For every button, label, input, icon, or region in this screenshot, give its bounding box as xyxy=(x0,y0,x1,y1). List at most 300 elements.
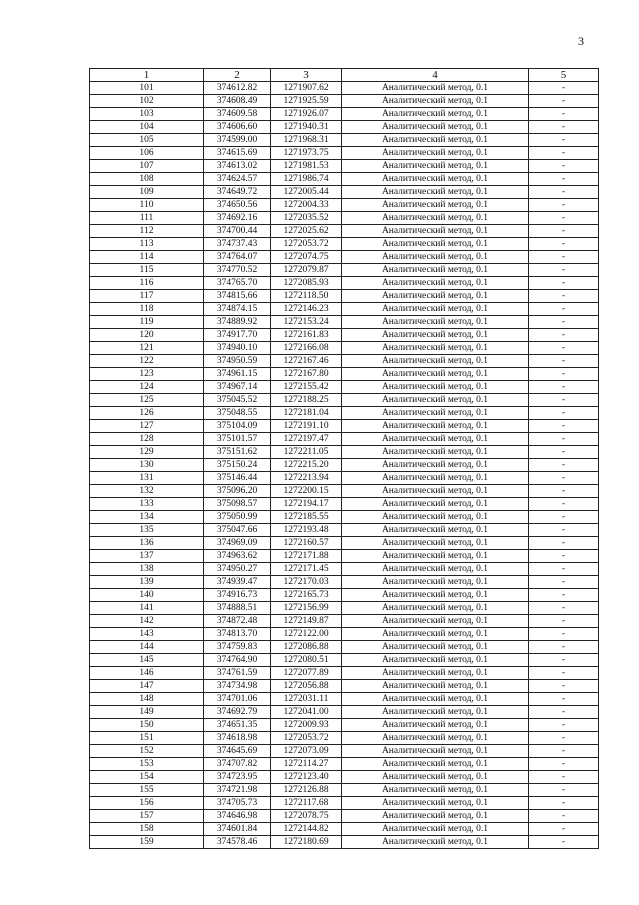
method-cell: Аналитический метод, 0.1 xyxy=(342,498,529,511)
point-number-cell: 142 xyxy=(90,615,204,628)
y-coordinate-cell: 1272126.88 xyxy=(271,784,342,797)
x-coordinate-cell: 374692.16 xyxy=(204,212,271,225)
table-row xyxy=(90,810,599,823)
point-number-cell: 141 xyxy=(90,602,204,615)
y-coordinate-cell: 1272146.23 xyxy=(271,303,342,316)
method-cell: Аналитический метод, 0.1 xyxy=(342,732,529,745)
point-number-cell: 132 xyxy=(90,485,204,498)
note-cell: - xyxy=(529,160,599,173)
note-cell: - xyxy=(529,108,599,121)
method-cell: Аналитический метод, 0.1 xyxy=(342,225,529,238)
point-number-cell: 135 xyxy=(90,524,204,537)
header-row xyxy=(90,69,599,82)
table-row xyxy=(90,797,599,810)
method-cell: Аналитический метод, 0.1 xyxy=(342,719,529,732)
note-cell: - xyxy=(529,719,599,732)
y-coordinate-cell: 1272167.80 xyxy=(271,368,342,381)
y-coordinate-cell: 1272149.87 xyxy=(271,615,342,628)
method-cell: Аналитический метод, 0.1 xyxy=(342,836,529,849)
table-row xyxy=(90,173,599,186)
point-number-cell: 115 xyxy=(90,264,204,277)
note-cell: - xyxy=(529,693,599,706)
y-coordinate-cell: 1272153.24 xyxy=(271,316,342,329)
note-cell: - xyxy=(529,706,599,719)
y-coordinate-cell: 1272213.94 xyxy=(271,472,342,485)
table-row xyxy=(90,836,599,849)
note-cell: - xyxy=(529,121,599,134)
table-row xyxy=(90,134,599,147)
note-cell: - xyxy=(529,277,599,290)
point-number-cell: 130 xyxy=(90,459,204,472)
note-cell: - xyxy=(529,810,599,823)
x-coordinate-cell: 375048.55 xyxy=(204,407,271,420)
table-row xyxy=(90,472,599,485)
note-cell: - xyxy=(529,472,599,485)
point-number-cell: 139 xyxy=(90,576,204,589)
point-number-cell: 102 xyxy=(90,95,204,108)
method-cell: Аналитический метод, 0.1 xyxy=(342,121,529,134)
table-row xyxy=(90,550,599,563)
note-cell: - xyxy=(529,576,599,589)
x-coordinate-cell: 374815.66 xyxy=(204,290,271,303)
x-coordinate-cell: 374721.98 xyxy=(204,784,271,797)
method-cell: Аналитический метод, 0.1 xyxy=(342,381,529,394)
point-number-cell: 103 xyxy=(90,108,204,121)
y-coordinate-cell: 1272188.25 xyxy=(271,394,342,407)
table-row xyxy=(90,199,599,212)
method-cell: Аналитический метод, 0.1 xyxy=(342,355,529,368)
table-row xyxy=(90,628,599,641)
method-cell: Аналитический метод, 0.1 xyxy=(342,108,529,121)
method-cell: Аналитический метод, 0.1 xyxy=(342,147,529,160)
x-coordinate-cell: 374618.98 xyxy=(204,732,271,745)
method-cell: Аналитический метод, 0.1 xyxy=(342,472,529,485)
table-row xyxy=(90,277,599,290)
method-cell: Аналитический метод, 0.1 xyxy=(342,602,529,615)
x-coordinate-cell: 374950.27 xyxy=(204,563,271,576)
point-number-cell: 149 xyxy=(90,706,204,719)
x-coordinate-cell: 374940.10 xyxy=(204,342,271,355)
x-coordinate-cell: 374707.82 xyxy=(204,758,271,771)
y-coordinate-cell: 1271907.62 xyxy=(271,82,342,95)
y-coordinate-cell: 1272079.87 xyxy=(271,264,342,277)
note-cell: - xyxy=(529,316,599,329)
note-cell: - xyxy=(529,82,599,95)
note-cell: - xyxy=(529,329,599,342)
point-number-cell: 122 xyxy=(90,355,204,368)
y-coordinate-cell: 1272080.51 xyxy=(271,654,342,667)
method-cell: Аналитический метод, 0.1 xyxy=(342,238,529,251)
point-number-cell: 152 xyxy=(90,745,204,758)
method-cell: Аналитический метод, 0.1 xyxy=(342,459,529,472)
x-coordinate-cell: 374578.46 xyxy=(204,836,271,849)
y-coordinate-cell: 1272122.00 xyxy=(271,628,342,641)
x-coordinate-cell: 375101.57 xyxy=(204,433,271,446)
y-coordinate-cell: 1272200.15 xyxy=(271,485,342,498)
table-row xyxy=(90,82,599,95)
point-number-cell: 150 xyxy=(90,719,204,732)
method-cell: Аналитический метод, 0.1 xyxy=(342,212,529,225)
table-row xyxy=(90,433,599,446)
table-row xyxy=(90,706,599,719)
y-coordinate-cell: 1272191.10 xyxy=(271,420,342,433)
method-cell: Аналитический метод, 0.1 xyxy=(342,667,529,680)
y-coordinate-cell: 1272160.57 xyxy=(271,537,342,550)
point-number-cell: 106 xyxy=(90,147,204,160)
y-coordinate-cell: 1272156.99 xyxy=(271,602,342,615)
method-cell: Аналитический метод, 0.1 xyxy=(342,576,529,589)
x-coordinate-cell: 374734.98 xyxy=(204,680,271,693)
table-row xyxy=(90,95,599,108)
point-number-cell: 148 xyxy=(90,693,204,706)
note-cell: - xyxy=(529,680,599,693)
x-coordinate-cell: 374950.59 xyxy=(204,355,271,368)
method-cell: Аналитический метод, 0.1 xyxy=(342,160,529,173)
y-coordinate-cell: 1272211.05 xyxy=(271,446,342,459)
method-cell: Аналитический метод, 0.1 xyxy=(342,628,529,641)
point-number-cell: 108 xyxy=(90,173,204,186)
x-coordinate-cell: 374872.48 xyxy=(204,615,271,628)
point-number-cell: 140 xyxy=(90,589,204,602)
method-cell: Аналитический метод, 0.1 xyxy=(342,82,529,95)
point-number-cell: 146 xyxy=(90,667,204,680)
y-coordinate-cell: 1272117.68 xyxy=(271,797,342,810)
note-cell: - xyxy=(529,264,599,277)
x-coordinate-cell: 374765.70 xyxy=(204,277,271,290)
table-row xyxy=(90,355,599,368)
x-coordinate-cell: 374700.44 xyxy=(204,225,271,238)
point-number-cell: 154 xyxy=(90,771,204,784)
point-number-cell: 114 xyxy=(90,251,204,264)
x-coordinate-cell: 375150.24 xyxy=(204,459,271,472)
table-row xyxy=(90,238,599,251)
method-cell: Аналитический метод, 0.1 xyxy=(342,420,529,433)
x-coordinate-cell: 374609.58 xyxy=(204,108,271,121)
note-cell: - xyxy=(529,173,599,186)
method-cell: Аналитический метод, 0.1 xyxy=(342,784,529,797)
point-number-cell: 107 xyxy=(90,160,204,173)
y-coordinate-cell: 1272073.09 xyxy=(271,745,342,758)
method-cell: Аналитический метод, 0.1 xyxy=(342,342,529,355)
point-number-cell: 133 xyxy=(90,498,204,511)
point-number-cell: 113 xyxy=(90,238,204,251)
point-number-cell: 143 xyxy=(90,628,204,641)
table-row xyxy=(90,225,599,238)
point-number-cell: 127 xyxy=(90,420,204,433)
method-cell: Аналитический метод, 0.1 xyxy=(342,316,529,329)
header-col-5: 5 xyxy=(529,69,599,82)
note-cell: - xyxy=(529,303,599,316)
x-coordinate-cell: 374615.69 xyxy=(204,147,271,160)
point-number-cell: 123 xyxy=(90,368,204,381)
method-cell: Аналитический метод, 0.1 xyxy=(342,823,529,836)
y-coordinate-cell: 1272085.93 xyxy=(271,277,342,290)
method-cell: Аналитический метод, 0.1 xyxy=(342,511,529,524)
note-cell: - xyxy=(529,147,599,160)
point-number-cell: 131 xyxy=(90,472,204,485)
method-cell: Аналитический метод, 0.1 xyxy=(342,524,529,537)
point-number-cell: 104 xyxy=(90,121,204,134)
method-cell: Аналитический метод, 0.1 xyxy=(342,758,529,771)
x-coordinate-cell: 375050.99 xyxy=(204,511,271,524)
table-row xyxy=(90,342,599,355)
y-coordinate-cell: 1272004.33 xyxy=(271,199,342,212)
table-body xyxy=(90,82,599,849)
method-cell: Аналитический метод, 0.1 xyxy=(342,264,529,277)
method-cell: Аналитический метод, 0.1 xyxy=(342,706,529,719)
x-coordinate-cell: 375098.57 xyxy=(204,498,271,511)
x-coordinate-cell: 374939.47 xyxy=(204,576,271,589)
note-cell: - xyxy=(529,368,599,381)
x-coordinate-cell: 374649.72 xyxy=(204,186,271,199)
x-coordinate-cell: 374606.60 xyxy=(204,121,271,134)
method-cell: Аналитический метод, 0.1 xyxy=(342,134,529,147)
note-cell: - xyxy=(529,199,599,212)
y-coordinate-cell: 1272171.88 xyxy=(271,550,342,563)
y-coordinate-cell: 1271940.31 xyxy=(271,121,342,134)
note-cell: - xyxy=(529,251,599,264)
table-row xyxy=(90,394,599,407)
table-row xyxy=(90,459,599,472)
y-coordinate-cell: 1272197.47 xyxy=(271,433,342,446)
y-coordinate-cell: 1272180.69 xyxy=(271,836,342,849)
x-coordinate-cell: 375096.20 xyxy=(204,485,271,498)
y-coordinate-cell: 1272056.88 xyxy=(271,680,342,693)
table-row xyxy=(90,771,599,784)
method-cell: Аналитический метод, 0.1 xyxy=(342,537,529,550)
note-cell: - xyxy=(529,732,599,745)
note-cell: - xyxy=(529,355,599,368)
y-coordinate-cell: 1271981.53 xyxy=(271,160,342,173)
y-coordinate-cell: 1272118.50 xyxy=(271,290,342,303)
x-coordinate-cell: 374917.70 xyxy=(204,329,271,342)
table-row xyxy=(90,368,599,381)
y-coordinate-cell: 1271968.31 xyxy=(271,134,342,147)
y-coordinate-cell: 1272074.75 xyxy=(271,251,342,264)
x-coordinate-cell: 374692.79 xyxy=(204,706,271,719)
note-cell: - xyxy=(529,771,599,784)
y-coordinate-cell: 1272114.27 xyxy=(271,758,342,771)
table-row xyxy=(90,160,599,173)
table-row xyxy=(90,602,599,615)
method-cell: Аналитический метод, 0.1 xyxy=(342,407,529,420)
note-cell: - xyxy=(529,602,599,615)
point-number-cell: 137 xyxy=(90,550,204,563)
table-row xyxy=(90,758,599,771)
table-row xyxy=(90,784,599,797)
point-number-cell: 120 xyxy=(90,329,204,342)
table-row xyxy=(90,251,599,264)
table-row xyxy=(90,745,599,758)
table-row xyxy=(90,524,599,537)
note-cell: - xyxy=(529,628,599,641)
method-cell: Аналитический метод, 0.1 xyxy=(342,303,529,316)
x-coordinate-cell: 374601.84 xyxy=(204,823,271,836)
x-coordinate-cell: 374888.51 xyxy=(204,602,271,615)
point-number-cell: 117 xyxy=(90,290,204,303)
header-col-3: 3 xyxy=(271,69,342,82)
note-cell: - xyxy=(529,667,599,680)
table-row xyxy=(90,680,599,693)
table-row xyxy=(90,121,599,134)
y-coordinate-cell: 1272078.75 xyxy=(271,810,342,823)
point-number-cell: 144 xyxy=(90,641,204,654)
x-coordinate-cell: 374963.62 xyxy=(204,550,271,563)
note-cell: - xyxy=(529,186,599,199)
x-coordinate-cell: 374599.00 xyxy=(204,134,271,147)
note-cell: - xyxy=(529,95,599,108)
note-cell: - xyxy=(529,342,599,355)
x-coordinate-cell: 374645.69 xyxy=(204,745,271,758)
point-number-cell: 128 xyxy=(90,433,204,446)
page-number: 3 xyxy=(578,34,584,48)
method-cell: Аналитический метод, 0.1 xyxy=(342,173,529,186)
method-cell: Аналитический метод, 0.1 xyxy=(342,277,529,290)
y-coordinate-cell: 1271926.07 xyxy=(271,108,342,121)
method-cell: Аналитический метод, 0.1 xyxy=(342,654,529,667)
table-row xyxy=(90,667,599,680)
point-number-cell: 153 xyxy=(90,758,204,771)
table-row xyxy=(90,446,599,459)
point-number-cell: 119 xyxy=(90,316,204,329)
note-cell: - xyxy=(529,446,599,459)
x-coordinate-cell: 374608.49 xyxy=(204,95,271,108)
method-cell: Аналитический метод, 0.1 xyxy=(342,251,529,264)
header-col-1: 1 xyxy=(90,69,204,82)
point-number-cell: 155 xyxy=(90,784,204,797)
x-coordinate-cell: 375146.44 xyxy=(204,472,271,485)
x-coordinate-cell: 374612.82 xyxy=(204,82,271,95)
y-coordinate-cell: 1272170.03 xyxy=(271,576,342,589)
method-cell: Аналитический метод, 0.1 xyxy=(342,95,529,108)
point-number-cell: 124 xyxy=(90,381,204,394)
table-row xyxy=(90,615,599,628)
note-cell: - xyxy=(529,758,599,771)
x-coordinate-cell: 374770.52 xyxy=(204,264,271,277)
point-number-cell: 111 xyxy=(90,212,204,225)
y-coordinate-cell: 1272165.73 xyxy=(271,589,342,602)
x-coordinate-cell: 374646.98 xyxy=(204,810,271,823)
note-cell: - xyxy=(529,420,599,433)
note-cell: - xyxy=(529,290,599,303)
y-coordinate-cell: 1272193.48 xyxy=(271,524,342,537)
table-row xyxy=(90,407,599,420)
point-number-cell: 126 xyxy=(90,407,204,420)
note-cell: - xyxy=(529,797,599,810)
point-number-cell: 147 xyxy=(90,680,204,693)
method-cell: Аналитический метод, 0.1 xyxy=(342,771,529,784)
y-coordinate-cell: 1272185.55 xyxy=(271,511,342,524)
note-cell: - xyxy=(529,784,599,797)
note-cell: - xyxy=(529,823,599,836)
x-coordinate-cell: 374874.15 xyxy=(204,303,271,316)
table-row xyxy=(90,485,599,498)
method-cell: Аналитический метод, 0.1 xyxy=(342,485,529,498)
note-cell: - xyxy=(529,134,599,147)
method-cell: Аналитический метод, 0.1 xyxy=(342,745,529,758)
note-cell: - xyxy=(529,407,599,420)
method-cell: Аналитический метод, 0.1 xyxy=(342,199,529,212)
method-cell: Аналитический метод, 0.1 xyxy=(342,563,529,576)
y-coordinate-cell: 1272161.83 xyxy=(271,329,342,342)
point-number-cell: 112 xyxy=(90,225,204,238)
y-coordinate-cell: 1272009.93 xyxy=(271,719,342,732)
method-cell: Аналитический метод, 0.1 xyxy=(342,433,529,446)
table-row xyxy=(90,498,599,511)
x-coordinate-cell: 374916.73 xyxy=(204,589,271,602)
note-cell: - xyxy=(529,589,599,602)
x-coordinate-cell: 374723.95 xyxy=(204,771,271,784)
method-cell: Аналитический метод, 0.1 xyxy=(342,680,529,693)
point-number-cell: 136 xyxy=(90,537,204,550)
point-number-cell: 109 xyxy=(90,186,204,199)
point-number-cell: 118 xyxy=(90,303,204,316)
point-number-cell: 125 xyxy=(90,394,204,407)
method-cell: Аналитический метод, 0.1 xyxy=(342,290,529,303)
note-cell: - xyxy=(529,563,599,576)
table-row xyxy=(90,186,599,199)
x-coordinate-cell: 374889.92 xyxy=(204,316,271,329)
x-coordinate-cell: 374737.43 xyxy=(204,238,271,251)
note-cell: - xyxy=(529,433,599,446)
method-cell: Аналитический метод, 0.1 xyxy=(342,446,529,459)
x-coordinate-cell: 374961.15 xyxy=(204,368,271,381)
point-number-cell: 105 xyxy=(90,134,204,147)
method-cell: Аналитический метод, 0.1 xyxy=(342,368,529,381)
y-coordinate-cell: 1272025.62 xyxy=(271,225,342,238)
note-cell: - xyxy=(529,498,599,511)
y-coordinate-cell: 1272123.40 xyxy=(271,771,342,784)
table-row xyxy=(90,823,599,836)
note-cell: - xyxy=(529,537,599,550)
method-cell: Аналитический метод, 0.1 xyxy=(342,641,529,654)
table-row xyxy=(90,589,599,602)
x-coordinate-cell: 375047.66 xyxy=(204,524,271,537)
y-coordinate-cell: 1271925.59 xyxy=(271,95,342,108)
table-row xyxy=(90,654,599,667)
x-coordinate-cell: 374761.59 xyxy=(204,667,271,680)
table-row xyxy=(90,732,599,745)
note-cell: - xyxy=(529,225,599,238)
x-coordinate-cell: 374759.83 xyxy=(204,641,271,654)
table-row xyxy=(90,576,599,589)
table-row xyxy=(90,108,599,121)
note-cell: - xyxy=(529,615,599,628)
x-coordinate-cell: 375151.62 xyxy=(204,446,271,459)
x-coordinate-cell: 374764.90 xyxy=(204,654,271,667)
note-cell: - xyxy=(529,654,599,667)
method-cell: Аналитический метод, 0.1 xyxy=(342,589,529,602)
table-row xyxy=(90,329,599,342)
point-number-cell: 101 xyxy=(90,82,204,95)
method-cell: Аналитический метод, 0.1 xyxy=(342,394,529,407)
y-coordinate-cell: 1272035.52 xyxy=(271,212,342,225)
table-row xyxy=(90,563,599,576)
note-cell: - xyxy=(529,524,599,537)
note-cell: - xyxy=(529,836,599,849)
point-number-cell: 116 xyxy=(90,277,204,290)
point-number-cell: 158 xyxy=(90,823,204,836)
x-coordinate-cell: 374651.35 xyxy=(204,719,271,732)
y-coordinate-cell: 1272215.20 xyxy=(271,459,342,472)
y-coordinate-cell: 1272155.42 xyxy=(271,381,342,394)
table-row xyxy=(90,537,599,550)
y-coordinate-cell: 1272077.89 xyxy=(271,667,342,680)
method-cell: Аналитический метод, 0.1 xyxy=(342,329,529,342)
note-cell: - xyxy=(529,745,599,758)
x-coordinate-cell: 374967.14 xyxy=(204,381,271,394)
x-coordinate-cell: 375045.52 xyxy=(204,394,271,407)
